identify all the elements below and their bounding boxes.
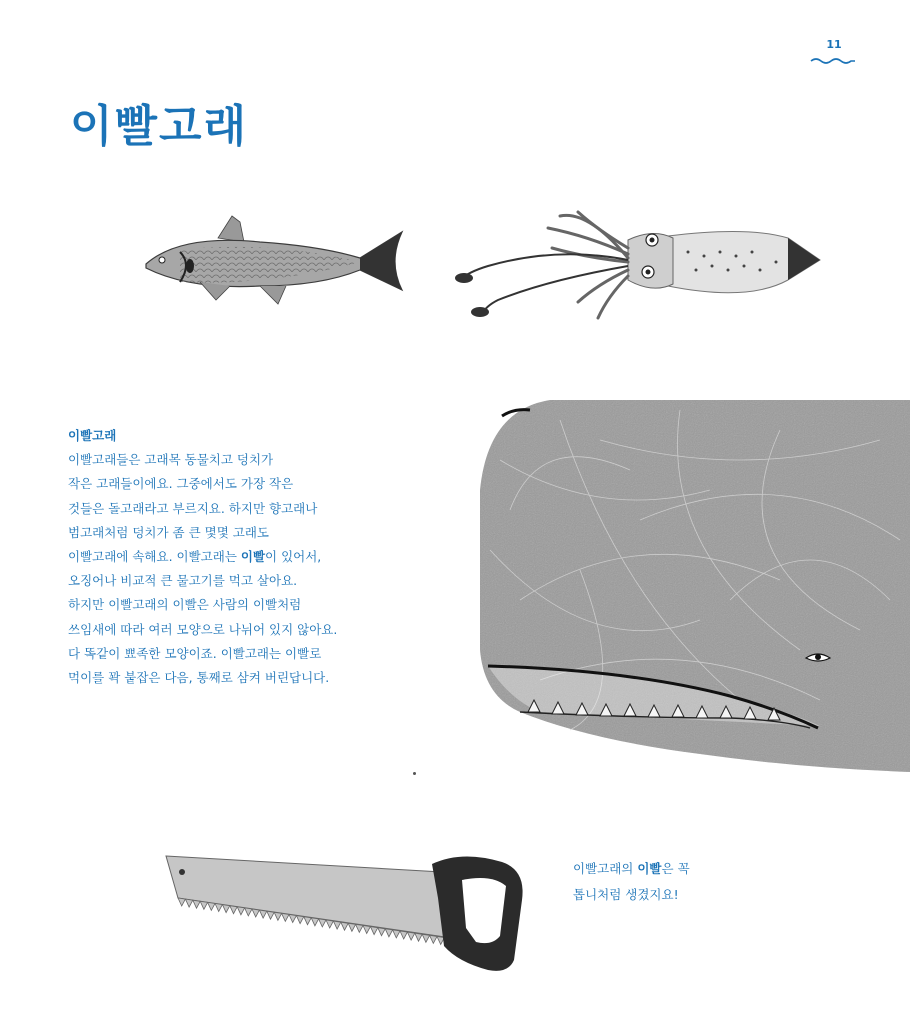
saw-tooth	[282, 913, 289, 921]
handsaw-illustration	[162, 850, 532, 976]
saw-tooth	[296, 916, 303, 924]
saw-tooth	[370, 927, 377, 935]
saw-tooth	[333, 921, 340, 929]
saw-tooth	[341, 922, 348, 930]
page-number: 11	[826, 38, 842, 51]
fish-illustration	[140, 212, 408, 308]
caption-start: 이빨고래의	[573, 861, 638, 876]
saw-tooth	[363, 926, 370, 934]
wave-ornament	[810, 56, 856, 66]
saw-tooth	[200, 901, 207, 909]
body-line-end: 이 있어서,	[265, 549, 322, 565]
saw-tooth	[289, 915, 296, 923]
sperm-whale-illustration	[480, 400, 910, 772]
body-line: 범고래처럼 덩치가 좀 큰 몇몇 고래도	[68, 524, 269, 540]
body-emphasis: 이빨	[240, 549, 266, 565]
body-line	[68, 545, 408, 569]
saw-tooth	[400, 931, 407, 939]
saw-tooth	[222, 905, 229, 913]
saw-tooth	[245, 908, 252, 916]
saw-tooth	[185, 899, 192, 907]
saw-tooth	[230, 906, 237, 914]
saw-tooth	[326, 920, 333, 928]
saw-tooth	[319, 919, 326, 927]
caption	[573, 856, 773, 908]
saw-tooth	[407, 932, 414, 940]
saw-tooth	[259, 910, 266, 918]
body-line-start: 이빨고래에 속해요. 이빨고래는	[68, 549, 241, 565]
saw-tooth	[393, 930, 400, 938]
saw-tooth	[215, 904, 222, 912]
saw-tooth	[237, 907, 244, 915]
caption-emphasis: 이빨	[637, 861, 662, 876]
squid-illustration	[448, 200, 828, 328]
body-line: 쓰임새에 따라 여러 모양으로 나뉘어 있지 않아요.	[68, 621, 338, 637]
saw-tooth	[378, 928, 385, 936]
saw-tooth	[311, 918, 318, 926]
saw-tooth	[356, 924, 363, 932]
caption-line: 톱니처럼 생겼지요!	[573, 887, 679, 902]
saw-tooth	[267, 911, 274, 919]
body-line: 이빨고래들은 고래목 동물치고 덩치가	[68, 452, 274, 468]
saw-tooth	[422, 934, 429, 942]
ink-dot	[413, 772, 416, 775]
body-line: 먹이를 꽉 붙잡은 다음, 통째로 삼켜 버린답니다.	[68, 670, 330, 686]
body-text	[68, 424, 408, 690]
body-heading: 이빨고래	[68, 428, 117, 443]
saw-tooth	[252, 909, 259, 917]
body-line: 하지만 이빨고래의 이빨은 사람의 이빨처럼	[68, 597, 302, 613]
saw-tooth	[208, 902, 215, 910]
body-line: 작은 고래들이에요. 그중에서도 가장 작은	[68, 476, 294, 492]
saw-tooth	[348, 923, 355, 931]
page-title: 이빨고래	[70, 101, 249, 152]
body-line: 다 똑같이 뾰족한 모양이죠. 이빨고래는 이빨로	[68, 645, 322, 661]
saw-tooth	[193, 900, 200, 908]
saw-tooth	[274, 912, 281, 920]
body-line: 것들은 돌고래라고 부르지요. 하지만 향고래나	[68, 500, 318, 516]
saw-tooth	[304, 917, 311, 925]
caption-end: 은 꼭	[661, 861, 690, 876]
saw-tooth	[415, 933, 422, 941]
saw-tooth	[385, 929, 392, 937]
caption-line	[573, 856, 773, 882]
saw-tooth	[178, 898, 185, 906]
body-line: 오징어나 비교적 큰 물고기를 먹고 살아요.	[68, 573, 298, 589]
saw-tooth	[430, 935, 437, 943]
